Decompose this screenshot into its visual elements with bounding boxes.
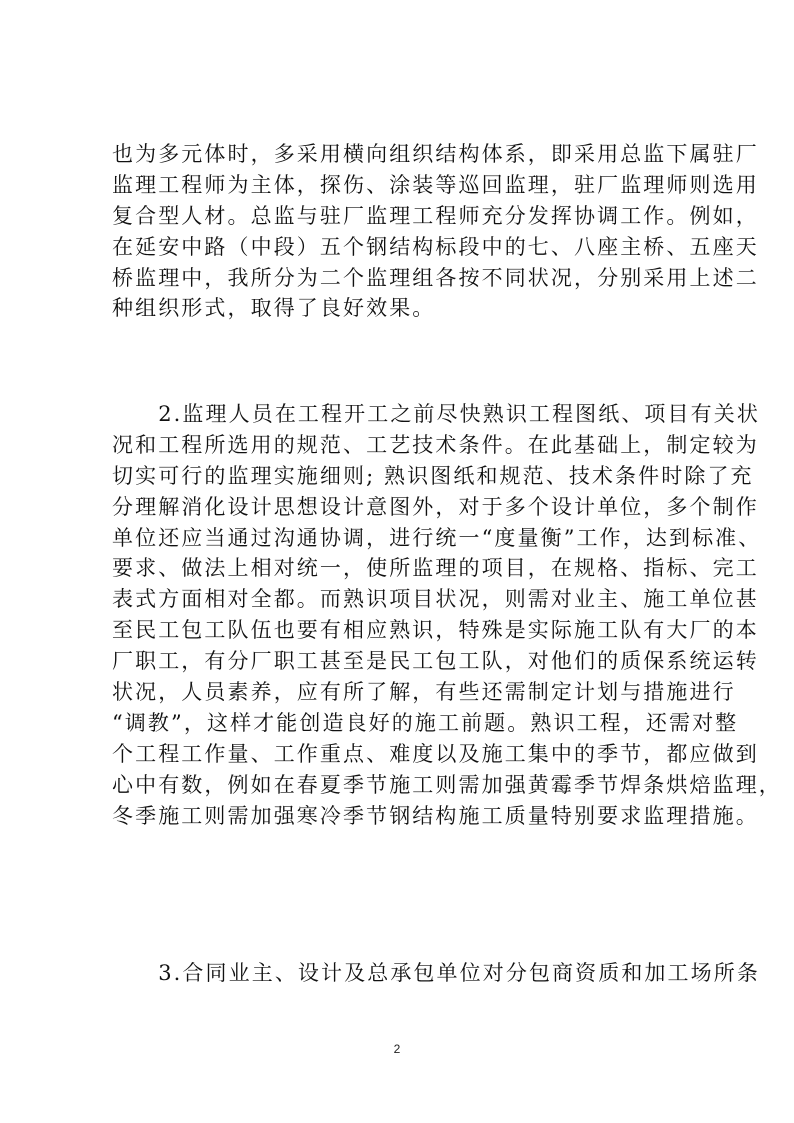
text-line: 桥监理中，我所分为二个监理组各按不同状况，分别采用上述二 (112, 265, 759, 290)
text-line: 3.合同业主、设计及总承包单位对分包商资质和加工场所条 (112, 961, 760, 985)
paragraph-item-3 (112, 958, 760, 989)
text-line: 冬季施工则需加强寒冷季节钢结构施工质量特别要求监理措施。 (112, 803, 759, 828)
text-line: 2.监理人员在工程开工之前尽快熟识工程图纸、项目有关状 (112, 402, 760, 426)
text-line: 在延安中路（中段）五个钢结构标段中的七、八座主桥、五座天 (112, 234, 759, 259)
paragraph-item-2 (112, 399, 782, 831)
text-line: 状况，人员素养，应有所了解，有些还需制定计划与措施进行 (112, 680, 736, 705)
text-line: 也为多元体时，多采用横向组织结构体系，即采用总监下属驻厂 (112, 142, 759, 166)
text-line: 表式方面相对全都。而熟识项目状况，则需对业主、施工单位甚 (112, 587, 759, 612)
text-line: 单位还应当通过沟通协调，进行统一“度量衡”工作，达到标准、 (112, 525, 762, 550)
text-line: 分理解消化设计思想设计意图外，对于多个设计单位，多个制作 (112, 494, 759, 519)
text-line: 个工程工作量、工作重点、难度以及施工集中的季节，都应做到 (112, 741, 759, 766)
text-line: 厂职工，有分厂职工甚至是民工包工队，对他们的质保系统运转 (112, 649, 759, 674)
text-line: 切实可行的监理实施细则; 熟识图纸和规范、技术条件时除了充 (112, 463, 754, 488)
text-line: 至民工包工队伍也要有相应熟识，特殊是实际施工队有大厂的本 (112, 618, 759, 643)
text-line: “调教”，这样才能创造良好的施工前题。熟识工程，还需对整 (112, 710, 739, 735)
text-line: 监理工程师为主体，探伤、涂装等巡回监理，驻厂监理师则选用 (112, 172, 759, 197)
text-line: 心中有数，例如在春夏季节施工则需加强黄霉季节焊条烘焙监理， (112, 772, 782, 797)
paragraph-continuation (112, 139, 759, 324)
text-line: 况和工程所选用的规范、工艺技术条件。在此基础上，制定较为 (112, 432, 759, 457)
text-line: 复合型人材。总监与驻厂监理工程师充分发挥协调工作。例如， (112, 203, 759, 228)
text-line: 要求、做法上相对统一，使所监理的项目，在规格、指标、完工 (112, 556, 759, 581)
page-number: 2 (393, 1042, 401, 1056)
text-line: 种组织形式，取得了良好效果。 (112, 296, 436, 321)
